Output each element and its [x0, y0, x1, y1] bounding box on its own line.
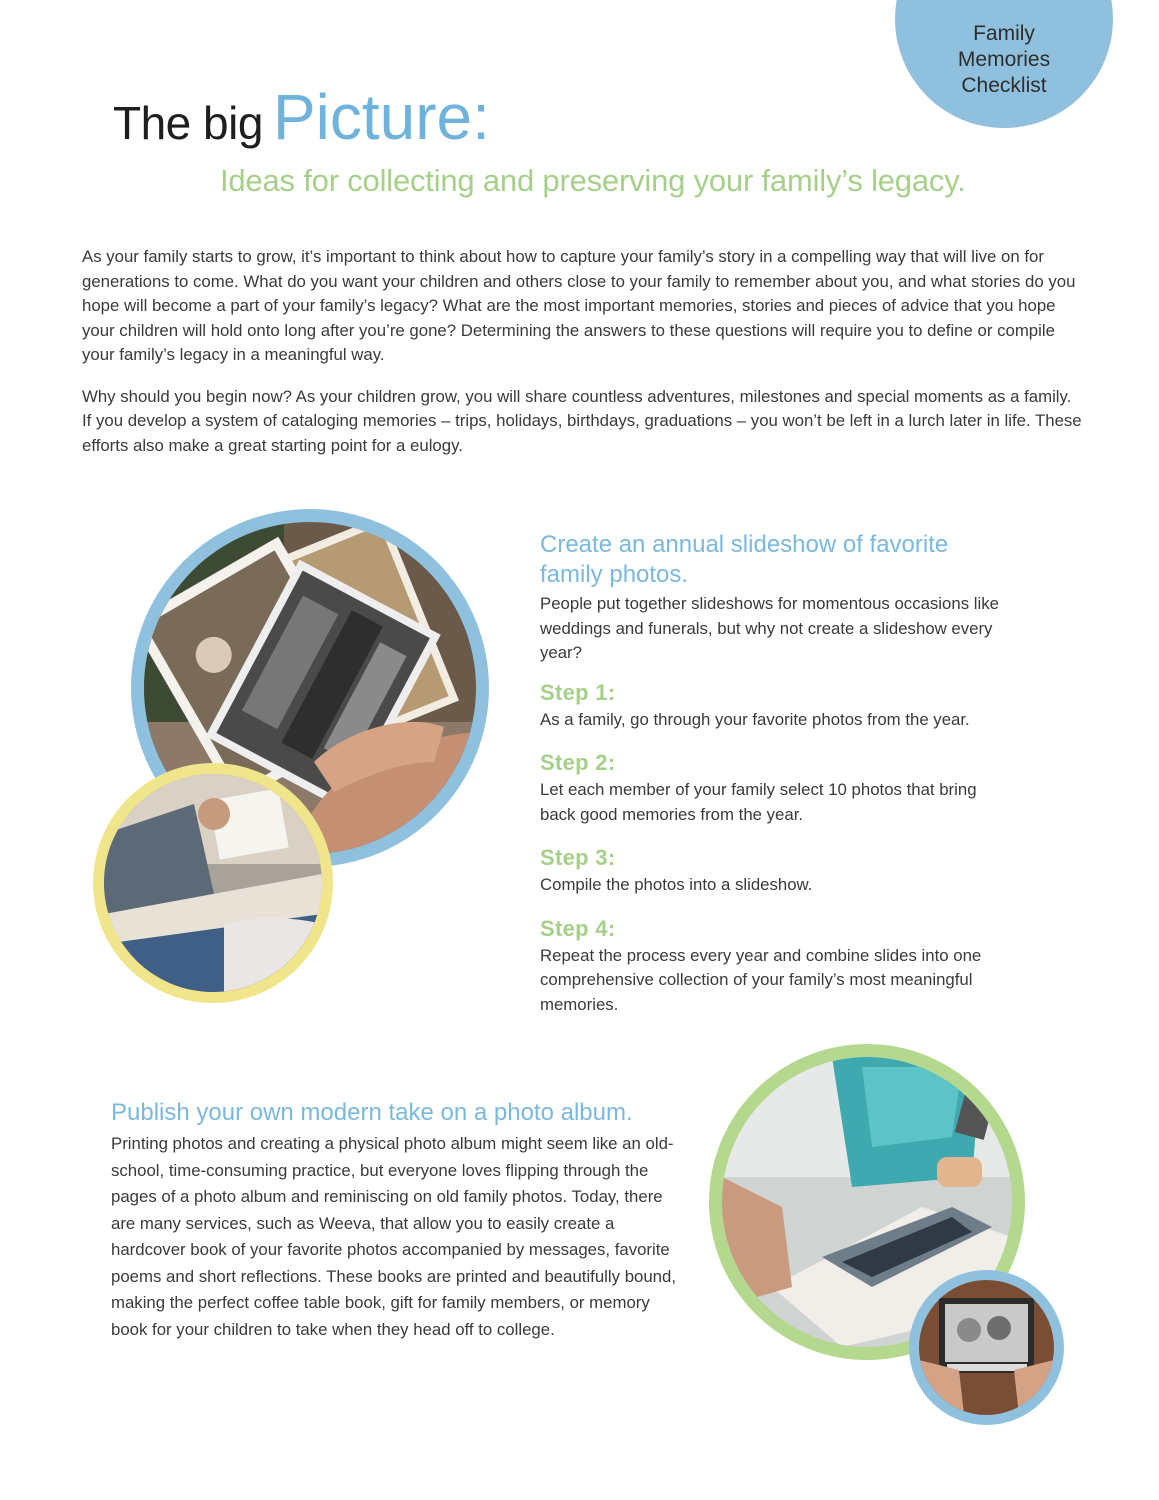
intro-paragraph-1: As your family starts to grow, it’s important to think about how to capture your family’s story in a compelling way that will live on for generations to come. What do you want your children and others close to your family to remember about you, and what stories do you hope will become a part of your family’s legacy? What are the most important memories, stories and pieces of advice that you hope your children will hold onto long after you’re gone? Determining the answers to these questions will require you to define or compile your family’s legacy in a meaningful way.: [82, 247, 1076, 364]
badge-line-3: Checklist: [961, 74, 1047, 97]
page-title: [113, 80, 490, 154]
badge-line-2: Memories: [957, 48, 1051, 71]
step-4-text: Repeat the process every year and combine slides into one comprehensive collection of your family’s most meaningful memories.: [540, 945, 982, 1014]
intro-paragraph-2: Why should you begin now? As your children grow, you will share countless adventures, milestones and special moments as a family. If you develop a system of cataloging memories – trips, holidays, birthdays, graduations – you won’t be left in a lurch later in life. These efforts also make a great starting point for a eulogy.: [82, 386, 1082, 455]
step-2-label: Step 2:: [540, 750, 616, 775]
page-subtitle: Ideas for collecting and preserving your family’s legacy.: [220, 163, 966, 198]
title-accent: Picture:: [272, 81, 490, 153]
title-main: The big: [113, 97, 263, 149]
step-1-label: Step 1:: [540, 679, 616, 705]
step-3-text: Compile the photos into a slideshow.: [540, 875, 813, 894]
slideshow-description: People put together slideshows for momentous occasions like weddings and funerals, but why not create a slideshow every year?: [540, 594, 999, 662]
step-2-text: Let each member of your family select 10 photos that bring back good memories from the year.: [540, 780, 977, 824]
step-4-label: Step 4:: [540, 915, 616, 941]
step-1-text: As a family, go through your favorite photos from the year.: [540, 709, 970, 729]
album-text: Printing photos and creating a physical photo album might seem like an old-school, time-consuming practice, but everyone loves flipping through the pages of a photo album and reminiscing on old family photos. Today, there are many services, such as Weeva, that allow you to easily create a hardcover book of your favorite photos accompanied by messages, favorite poems and short reflections. These books are printed and beautifully bound, making the perfect coffee table book, gift for family members, or memory book for your children to take when they head off to college.: [111, 1134, 677, 1339]
badge-label: [944, 21, 1064, 99]
step-3-label: Step 3:: [540, 845, 616, 870]
slideshow-heading-text: Create an annual slideshow of favorite family photos.: [540, 531, 949, 588]
intro-section: [82, 245, 1082, 475]
badge-line-1: Family: [973, 22, 1035, 45]
framed-photo-image: [909, 1270, 1064, 1425]
album-heading: Publish your own modern take on a photo album.: [111, 1099, 633, 1126]
album-viewing-image: [93, 763, 333, 1003]
corner-badge: [895, 0, 1113, 128]
slideshow-section: [540, 530, 1040, 1017]
slideshow-heading: [540, 530, 990, 590]
album-section: [111, 1098, 691, 1343]
